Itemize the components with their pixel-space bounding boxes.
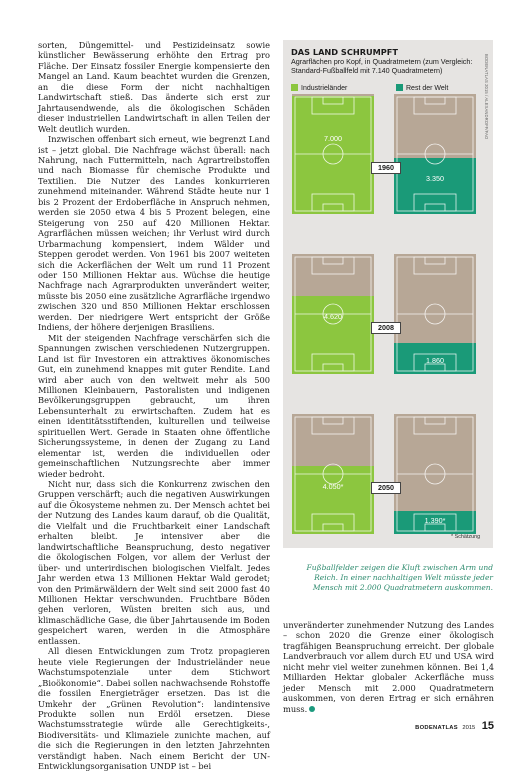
legend-swatch-dark-green xyxy=(396,84,403,91)
article-paragraph: All diesen Entwicklungen zum Trotz propagieren heute viele Regierungen der Industrieländer neue Wachstumspotenziale unter dem Stichwort „Bioökonomie“. Dabei sollen nachwachsende Rohstoffe die fossilen Energieträger ersetzen. Das ist die Umkehr der „Grünen Revolution“: landintensive Produkte sollen nun Erdöl ersetzen. Diese Wachstumsstrategie würde alle Gerechtigkeits-, Biodiversitäts- und Klimaziele zunichte machen, auf die sich die Regierungen in den letzten Jahrzehnten verständigt haben. Nach einem Bericht der UN-Entwicklungsorganisation UNDP ist – bei xyxy=(38,646,270,772)
legend-rest xyxy=(396,84,448,92)
legend-swatch-light-green xyxy=(291,84,298,91)
article-paragraph: sorten, Düngemittel- und Pestizideinsatz sowie künstlicher Bewässerung erhöhte den Ertrag pro Fläche. Der Einsatz fossiler Energie kompensierte den Mangel an Land. Kaum beachtet wurden die Grenzen, an die diese Form der nicht nachhaltigen Landwirtschaft stieß. Das änderte sich erst zur Jahrtausendwende, als die ökologischen Schäden dieser industriellen Landwirtschaft in allen Teilen der Welt deutlich wurden. xyxy=(38,40,270,134)
article-paragraph: Nicht nur, dass sich die Konkurrenz zwischen den Gruppen verschärft; auch die negativen Auswirkungen auf die Ökosysteme nehmen zu. Der Mensch achtet bei der Nutzung des Landes kaum darauf, ob die Qualität, die Vielfalt und die Fruchtbarkeit einer Landschaft erhalten bleibt. Je intensiver aber die landwirtschaftliche Beanspruchung, desto negativer die ökologischen Folgen, vor allem der Verlust der über- und unterirdischen biologischen Vielfalt. Jedes Jahr werden etwa 13 Millionen Hektar Wald gerodet; von den Primärwäldern der Welt sind seit 2000 fast 40 Millionen Hektar verschwunden. Fruchtbare Böden gehen verloren, Wüsten breiten sich aus, und klimaschädliche Gase, die über Jahrtausende im Boden gespeichert waren, werden in die Atmosphäre entlassen. xyxy=(38,479,270,646)
footer-year: 2015 xyxy=(462,725,476,731)
page-footer xyxy=(415,716,494,734)
field-value-label: 3.350 xyxy=(426,173,444,183)
year-label: 2008 xyxy=(371,322,401,334)
figure-caption: Fußballfelder zeigen die Kluft zwischen Arm und Reich. In einer nachhaltigen Welt müsste jeder Mensch mit 2.000 Quadratmetern auskommen. xyxy=(306,563,493,592)
article-paragraph: Mit der steigenden Nachfrage verschärfen sich die Spannungen zwischen verschiedenen Nutzergruppen. Land ist für Investoren ein attraktives ökonomisches Gut, ein zunehmend knappes mit guter Rendite. Land wird aber auch von den weltweit mehr als 500 Millionen Kleinbauern, Pastoralisten und indigenen Bevölkerungsgruppen gebraucht, um ihren Lebensunterhalt zu erwirtschaften. Zudem hat es einen identitätsstiftenden, kulturellen und teilweise spirituellen Wert. Gerade in Staaten ohne öffentliche Sicherungssysteme, in denen der Zugang zu Land elementar ist, werden die individuellen oder gemeinschaftlichen Nutzungsrechte aber immer wieder bedroht. xyxy=(38,332,270,479)
footer-brand: BODENATLAS xyxy=(415,725,458,731)
article-left-column xyxy=(38,40,270,772)
football-field-industrial-2050 xyxy=(292,414,374,534)
year-label: 2050 xyxy=(371,482,401,494)
year-label: 1960 xyxy=(371,162,401,174)
infographic-subtitle: Agrarflächen pro Kopf, in Quadratmetern (zum Vergleich: Standard-Fußballfeld mit 7.140 Quadratmetern) xyxy=(291,57,473,75)
image-credit: BODENATLAS 2015 / ALEXANDROFF/FAO xyxy=(484,54,489,140)
page-number: 15 xyxy=(481,720,494,732)
field-value-label: 4.620 xyxy=(324,312,342,321)
field-value-label: 1.390* xyxy=(424,516,446,525)
football-field-industrial-1960 xyxy=(292,94,374,214)
field-value-label: 1.860 xyxy=(426,356,444,365)
football-field-rest-1960 xyxy=(394,94,476,214)
legend-industrial xyxy=(291,84,347,92)
field-value-label: 7.000 xyxy=(324,134,342,144)
article-right-column xyxy=(283,620,494,714)
legend-industrial-label: Industrieländer xyxy=(301,85,348,92)
end-mark-icon xyxy=(309,706,315,712)
football-field-industrial-2008 xyxy=(292,254,374,374)
article-paragraph: Inzwischen offenbart sich erneut, wie begrenzt Land ist – jetzt global. Die Nachfrage wächst überall: nach Nahrung, nach Futtermitteln, nach Agrartreibstoffen und nach Biomasse für chemische Produkte und Textilien. Die Nutzer des Landes konkurrieren zunehmend miteinander. Während Städte heute nur 1 bis 2 Prozent der Erdoberfläche in Anspruch nehmen, werden sie 2050 etwa 4 bis 5 Prozent belegen, eine Steigerung von 250 auf 420 Millionen Hektar. Agrarflächen müssen weichen; ihr Verlust wird durch Urbarmachung kompensiert, indem Wälder und Steppen gerodet werden. Von 1961 bis 2007 weiteten sich die Ackerflächen der Welt um rund 11 Prozent oder 150 Millionen Hektar aus. Wüchse die heutige Nachfrage nach Agrarprodukten unverändert weiter, müsste bis 2050 eine zusätzliche Agrarfläche irgendwo zwischen 320 und 850 Millionen Hektar erschlossen werden. Der niedrigere Wert entspricht der Größe Indiens, der höhere derjenigen Brasiliens. xyxy=(38,134,270,333)
football-field-rest-2050 xyxy=(394,414,476,534)
estimate-footnote: * Schätzung xyxy=(451,534,481,540)
article-paragraph-continued: unveränderter zunehmender Nutzung des Landes – schon 2020 die Grenze einer ökologisch tragfähigen Beanspruchung erreicht. Der globale Landverbrauch vor allem durch EU und USA wird nicht mehr viel weiter zunehmen können. Bei 1,4 Milliarden Hektar globaler Ackerfläche muss jeder Mensch mit 2.000 Quadratmetern auskommen, von deren Ertrag er sich ernähren muss. xyxy=(283,620,494,714)
infographic-title: DAS LAND SCHRUMPFT xyxy=(291,47,398,57)
legend-rest-label: Rest der Welt xyxy=(406,85,449,92)
football-field-rest-2008 xyxy=(394,254,476,374)
field-value-label: 4.050* xyxy=(322,481,344,491)
